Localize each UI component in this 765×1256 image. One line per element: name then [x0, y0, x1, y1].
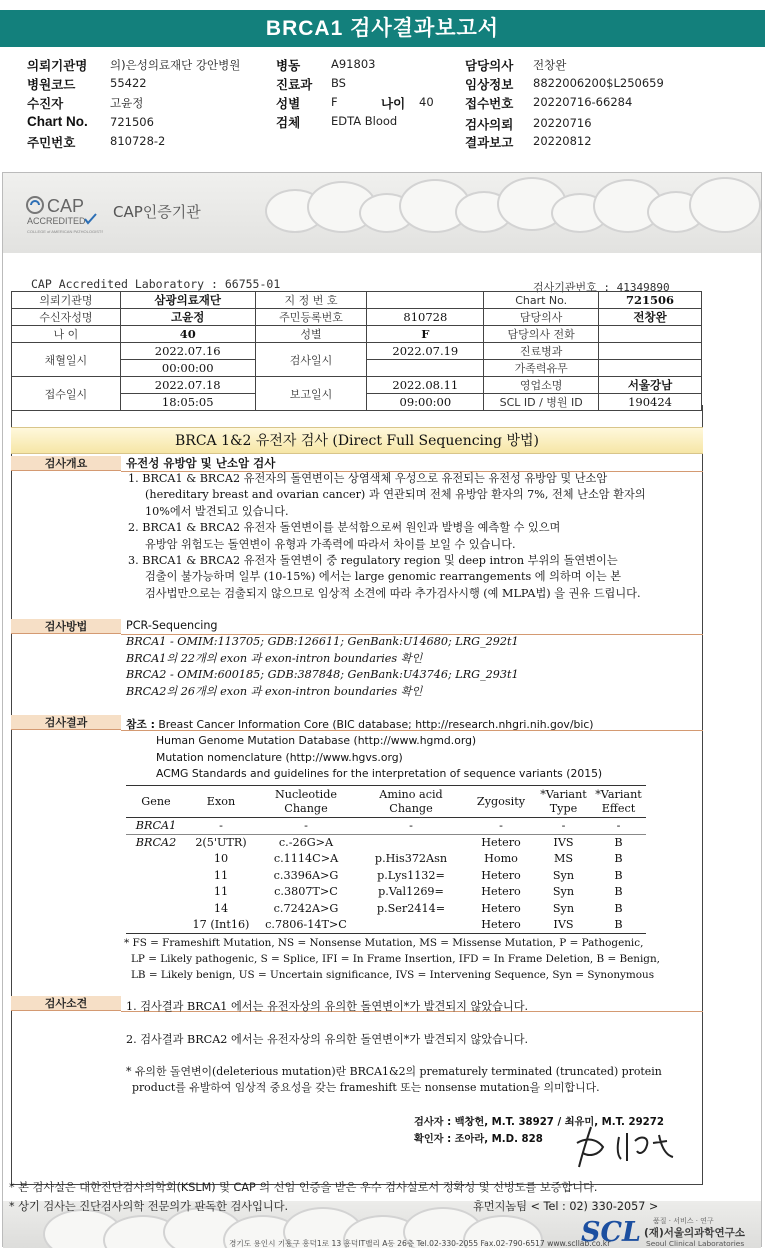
method-line: BRCA1 - OMIM:113705; GDB:126611; GenBank:U14680; LRG_292t1 [126, 635, 519, 649]
cell [126, 917, 186, 934]
signature [569, 1121, 689, 1173]
cell: 보고일시 [255, 377, 367, 411]
header-label: 진료과 [276, 77, 313, 92]
section-opinion-label: 검사소견 [11, 996, 121, 1011]
cell: 2022.08.11 [367, 377, 484, 394]
table-row [126, 900, 646, 917]
cell: - [256, 818, 356, 835]
reference-line: Mutation nomenclature (http://www.hgvs.org) [156, 750, 403, 764]
cell: B [614, 852, 623, 866]
table-row [12, 343, 702, 360]
header-value: 20220716 [533, 116, 592, 130]
cell: - [186, 818, 256, 835]
cell: 지 정 번 호 [255, 292, 367, 309]
cell [367, 360, 484, 377]
table-row [12, 292, 702, 309]
header-value: 721506 [110, 115, 154, 129]
method-text [126, 618, 519, 700]
cell: 00:00:00 [120, 360, 255, 377]
header-label: 검사의뢰 [465, 117, 514, 132]
cell: 2(5'UTR) [195, 836, 247, 849]
column-header: Gene [126, 786, 186, 818]
org-english: Seoul Clinical Laboratories [646, 1239, 745, 1248]
legend-line: LB = Likely benign, US = Uncertain significance, IVS = Intervening Sequence, Syn = Synonymous [131, 969, 655, 981]
cell: p.Lys1132= [377, 868, 445, 882]
column-header: Zygosity [466, 786, 536, 818]
opinion-note [126, 1064, 662, 1097]
org-name: (재)서울의과학연구소 [644, 1227, 745, 1239]
reference-line: Human Genome Mutation Database (http://www.hgmd.org) [156, 734, 477, 748]
patient-info-table [11, 291, 702, 411]
overview-line: 검출이 불가능하며 일부 (10-15%) 에서는 large genomic rearrangements 에 의하며 이는 본 [145, 570, 622, 584]
cell: c.-26G>A [278, 836, 334, 849]
header-label: 수진자 [27, 96, 64, 111]
variant-legend [124, 935, 660, 983]
cell: Homo [484, 852, 518, 866]
reference-line: ACMG Standards and guidelines for the interpretation of sequence variants (2015) [156, 767, 603, 781]
cell: 가족력유무 [484, 360, 599, 377]
cell: BRCA2 [135, 836, 177, 849]
overview-line: 1. BRCA1 & BRCA2 유전자의 돌연변이는 상염색체 우성으로 유전되는 유전성 유방암 및 난소암 [128, 472, 608, 485]
reader-note: * 상기 검사는 진단검사의학 전문의가 판독한 검사입니다. [9, 1200, 289, 1213]
cell: 나 이 [12, 326, 121, 343]
cell: 14 [213, 901, 229, 915]
cell: 2022.07.16 [120, 343, 255, 360]
cell: p.Ser2414= [376, 901, 446, 915]
cell: 의뢰기관명 [12, 292, 121, 309]
cell: Hetero [466, 917, 536, 934]
certification-note: * 본 검사실은 대한진단검사의학회(KSLM) 및 CAP 의 신임 인증을 받은 우수 검사실로서 정확성 및 신빙도를 보증합니다. [9, 1181, 598, 1194]
table-row [126, 884, 646, 901]
header-label: 검체 [276, 115, 301, 130]
cell: 40 [120, 326, 255, 343]
cell: B [614, 836, 623, 849]
cell: BRCA1 [126, 818, 186, 835]
table-header [126, 786, 646, 818]
examiner-line: 검사자 : 백창헌, M.T. 38927 / 최유미, M.T. 29272 [414, 1117, 664, 1128]
table-row [12, 326, 702, 343]
cell [126, 851, 186, 868]
report-title: BRCA1 검사결과보고서 [0, 10, 765, 47]
cap-title: CAP인증기관 [113, 203, 201, 221]
cell: B [614, 868, 623, 882]
cell: Syn [552, 885, 575, 899]
header-value: 20220812 [533, 134, 592, 148]
cell: 09:00:00 [367, 394, 484, 411]
cell: Syn [552, 868, 575, 882]
overview-heading: 유전성 유방암 및 난소암 검사 [126, 456, 276, 470]
cell: B [614, 901, 623, 915]
cell: 고윤정 [120, 309, 255, 326]
cell: - [356, 818, 466, 835]
legend-line: * FS = Frameshift Mutation, NS = Nonsense Mutation, MS = Missense Mutation, P = Pathogenic, [124, 937, 644, 949]
cell: 190424 [599, 394, 702, 411]
header-value: F [331, 95, 338, 109]
method-line: BRCA2 - OMIM:600185; GDB:387848; GenBank:U43746; LRG_293t1 [126, 668, 519, 682]
cell: - [536, 818, 591, 835]
scl-logo: SCL [581, 1217, 641, 1248]
references [126, 717, 602, 783]
cell [126, 900, 186, 917]
table-row [12, 309, 702, 326]
cell: 삼광의료재단 [120, 292, 255, 309]
cell [356, 917, 466, 934]
cell: 수신자성명 [12, 309, 121, 326]
institution-number: 검사기관번호 : 41349890 [533, 281, 670, 294]
column-header: *Variant Type [536, 786, 591, 818]
cell: 전창완 [599, 309, 702, 326]
cell [126, 867, 186, 884]
method-title [11, 427, 703, 454]
cell: p.His372Asn [374, 852, 448, 866]
column-header: Amino acid Change [356, 786, 466, 818]
header-label: 접수번호 [465, 96, 514, 111]
cell [599, 360, 702, 377]
cell: c.7242A>G [273, 901, 339, 915]
cell: - [466, 818, 536, 835]
cell: B [614, 885, 623, 899]
section-method-label: 검사방법 [11, 619, 121, 634]
legend-line: LP = Likely pathogenic, S = Splice, IFI = In Frame Insertion, IFD = In Frame Deletion, B = Benign, [131, 953, 660, 965]
address-line: 경기도 용인시 기흥구 흥덕1로 13 흥덕IT밸리 A동 26층 Tel.02-330-2055 Fax.02-790-6517 www.scllab.co.kr [229, 1239, 611, 1248]
cell: 성별 [255, 326, 367, 343]
cell: 721506 [599, 292, 702, 309]
variant-table [126, 785, 646, 934]
column-header: *Variant Effect [591, 786, 646, 818]
cell: 10 [213, 852, 229, 866]
header-label: 성별 [276, 96, 301, 111]
cell: F [367, 326, 484, 343]
cap-logo-sub: ACCREDITED [27, 216, 86, 226]
section-overview-label: 검사개요 [11, 456, 121, 471]
cell: 주민등록번호 [255, 309, 367, 326]
overview-line: 2. BRCA1 & BRCA2 유전자 돌연변이를 분석함으로써 원인과 발병을 예측할 수 있으며 [128, 521, 561, 535]
cell: p.Val1269= [378, 885, 444, 899]
header-value: BS [331, 76, 346, 90]
overview-line: (hereditary breast and ovarian cancer) 과 연관되며 전체 유방암 환자의 7%, 전체 난소암 환자의 [145, 488, 646, 502]
scanned-report [2, 172, 762, 1247]
overview-line: 유방암 위험도는 돌연변이 유형과 가족력에 따라서 차이를 보일 수 있습니다. [145, 537, 516, 551]
cell: SCL ID / 병원 ID [484, 394, 599, 411]
table-row [12, 377, 702, 394]
header-label: 의뢰기관명 [27, 58, 88, 73]
method-line: BRCA2의 26개의 exon 과 exon-intron boundaries 확인 [126, 684, 423, 698]
cell: B [591, 917, 646, 934]
overview-text [128, 471, 646, 602]
method-title-text: BRCA 1&2 유전자 검사 (Direct Full Sequencing 방법) [175, 433, 539, 449]
header-label: 임상정보 [465, 77, 514, 92]
cell: Hetero [481, 836, 521, 849]
cell: Hetero [481, 901, 521, 915]
cell [367, 292, 484, 309]
cell [599, 343, 702, 360]
opinion-line: 2. 검사결과 BRCA2 에서는 유전자상의 유의한 돌연변이*가 발견되지 않았습니다. [126, 1033, 529, 1046]
header-value: 55422 [110, 76, 147, 90]
cell: 담당의사 [484, 309, 599, 326]
header-label: 담당의사 [465, 58, 514, 73]
header-value: 20220716-66284 [533, 95, 633, 109]
note-line: product를 유발하여 임상적 중요성을 갖는 frameshift 또는 nonsense mutation을 의미합니다. [132, 1081, 600, 1095]
header-value: EDTA Blood [331, 114, 398, 128]
cell: 서울강남 [599, 377, 702, 394]
cell: 접수일시 [12, 377, 121, 411]
cell: IVS [553, 836, 574, 849]
method-line: BRCA1의 22개의 exon 과 exon-intron boundaries 확인 [126, 651, 423, 665]
cell: 채혈일시 [12, 343, 121, 377]
cap-logo [25, 193, 103, 237]
cell [599, 326, 702, 343]
cell: 2022.07.19 [367, 343, 484, 360]
header-value: 전창완 [533, 58, 567, 72]
cap-banner [3, 173, 761, 253]
request-header [0, 52, 765, 150]
header-label: 병원코드 [27, 77, 76, 92]
column-header: Exon [186, 786, 256, 818]
cell: 담당의사 전화 [484, 326, 599, 343]
org-tagline: 품질 · 서비스 · 연구 [653, 1217, 714, 1225]
table-row [126, 851, 646, 868]
cell: IVS [536, 917, 591, 934]
cap-logo-text: CAP [47, 196, 85, 216]
header-label: 결과보고 [465, 135, 514, 150]
method-line: PCR-Sequencing [126, 619, 218, 632]
confirmer-line: 확인자 : 조아라, M.D. 828 [414, 1134, 543, 1145]
table-row [126, 867, 646, 884]
cell: MS [553, 852, 574, 866]
cap-lab-number: CAP Accredited Laboratory : 66755-01 [31, 277, 281, 291]
header-value: 의)은성의료재단 강안병원 [110, 58, 241, 72]
references-label: 참조 : [126, 718, 155, 731]
cap-logo-tiny: COLLEGE of AMERICAN PATHOLOGISTS [27, 229, 103, 234]
cell: 진료병과 [484, 343, 599, 360]
column-header: Nucleotide Change [256, 786, 356, 818]
cell: 영업소명 [484, 377, 599, 394]
cell: Syn [552, 901, 575, 915]
cell: - [591, 818, 646, 835]
cell: 17 (Int16) [186, 917, 256, 934]
table-row [126, 818, 646, 835]
opinion-line: 1. 검사결과 BRCA1 에서는 유전자상의 유의한 돌연변이*가 발견되지 않았습니다. [126, 1000, 529, 1013]
cell: 11 [213, 885, 229, 899]
cell [126, 884, 186, 901]
cell: 검사일시 [255, 343, 367, 377]
overview-line: 10%에서 발견되고 있습니다. [145, 504, 289, 518]
cell: 2022.07.18 [120, 377, 255, 394]
age-label: 나이 [381, 96, 406, 111]
reference-line: Breast Cancer Information Core (BIC database; http://research.nhgri.nih.gov/bic) [158, 718, 594, 731]
cell: Hetero [481, 868, 521, 882]
header-label: Chart No. [27, 114, 88, 129]
header-value: 8822006200$L250659 [533, 76, 664, 90]
cell: 810728 [367, 309, 484, 326]
header-label: 병동 [276, 58, 301, 73]
overview-line: 3. BRCA1 & BRCA2 유전자 돌연변이 중 regulatory region 및 deep intron 부위의 돌연변이는 [128, 554, 618, 568]
cell: 18:05:05 [120, 394, 255, 411]
cell: Chart No. [484, 292, 599, 309]
cell: c.7806-14T>C [256, 917, 356, 934]
header-value: A91803 [331, 57, 376, 71]
note-line: * 유의한 돌연변이(deleterious mutation)란 BRCA1&2의 prematurely terminated (truncated) protein [126, 1065, 662, 1078]
cell [356, 834, 466, 851]
header-value: 고윤정 [110, 96, 144, 110]
contact-line: 휴먼지놈팀 < Tel : 02) 330-2057 > [473, 1200, 659, 1213]
cell: c.1114C>A [273, 852, 339, 866]
table-row [126, 834, 646, 851]
cell: c.3396A>G [273, 868, 339, 882]
header-label: 주민번호 [27, 135, 76, 150]
section-result-label: 검사결과 [11, 715, 121, 730]
cell: 11 [213, 868, 229, 882]
age-value: 40 [419, 95, 434, 109]
overview-line: 검사법만으로는 검출되지 않으므로 임상적 소견에 따라 추가검사시행 (예 MLPA법) 을 권유 드립니다. [145, 586, 641, 600]
cell: Hetero [481, 885, 521, 899]
table-row [126, 917, 646, 934]
cell: c.3807T>C [274, 885, 338, 899]
header-value: 810728-2 [110, 134, 166, 148]
